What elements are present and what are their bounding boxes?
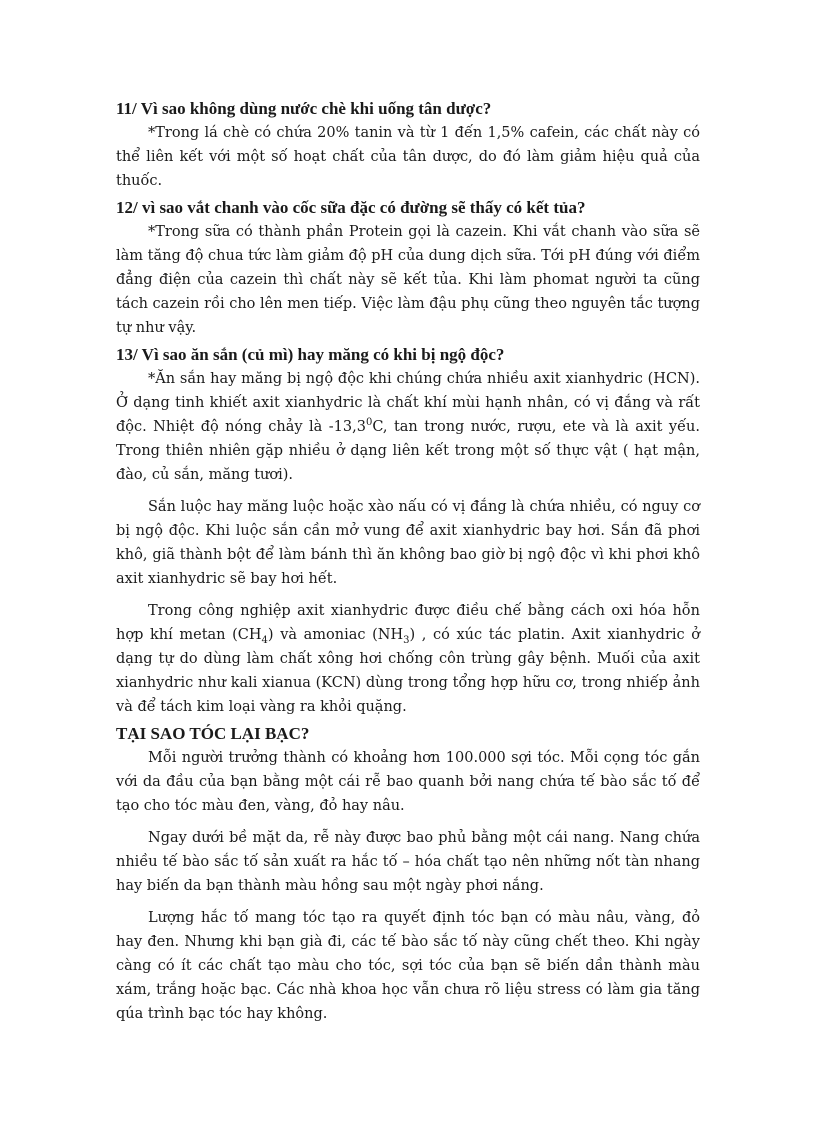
question-13-heading: 13/ Vì sao ăn sắn (củ mì) hay măng có khi bị ngộ độc? <box>116 345 505 364</box>
hair-paragraph-1: Mỗi người trưởng thành có khoảng hơn 100.000 sợi tóc. Mỗi cọng tóc gắn với da đầu của bạn bằng một cái rễ bao quanh bởi nang chứa tế bào sắc tố để tạo cho tóc màu đen, vàng, đỏ hay nâu. <box>116 750 700 814</box>
hair-paragraph-3: Lượng hắc tố mang tóc tạo ra quyết định tóc bạn có màu nâu, vàng, đỏ hay đen. Nhưng khi bạn già đi, các tế bào sắc tố này cũng chết theo. Khi ngày càng có ít các chất tạo màu cho tóc, sợi tóc của bạn sẽ biến dần thành màu xám, trắng hoặc bạc. Các nhà khoa học vẫn chưa rõ liệu stress có làm gia tăng qúa trình bạc tóc hay không. <box>116 910 700 1022</box>
question-11-heading: 11/ Vì sao không dùng nước chè khi uống tân dược? <box>116 99 492 118</box>
document-page <box>116 96 700 1026</box>
question-13-paragraph-3: Trong công nghiệp axit xianhydric được điều chế bằng cách oxi hóa hỗn hợp khí metan $(CH_4)$ và amoniac $(NH_3)$ , có xúc tác platin. Axit xianhydric ở dạng tự do dùng làm chất xông hơi chống côn trùng gây bệnh. Muối của axit xianhydric như kali xianua (KCN) dùng trong tổng hợp hữu cơ, trong nhiếp ảnh và để tách kim loại vàng ra khỏi quặng. <box>116 603 700 715</box>
question-13-paragraph-1: *Ăn sắn hay măng bị ngộ độc khi chúng chứa nhiều axit xianhydric (HCN). Ở dạng tinh khiết axit xianhydric là chất khí mùi hạnh nhân, có vị đắng và rất độc. Nhiệt độ nóng chảy là -13,3$^0$C, tan trong nước, rượu, ete và là axit yếu. Trong thiên nhiên gặp nhiều ở dạng liên kết trong một số thực vật ( hạt mận, đào, củ sắn, măng tươi). <box>116 371 700 483</box>
hair-paragraph-2: Ngay dưới bề mặt da, rễ này được bao phủ bằng một cái nang. Nang chứa nhiều tế bào sắc tố sản xuất ra hắc tố – hóa chất tạo nên những nốt tàn nhang hay biến da bạn thành màu hồng sau một ngày phơi nắng. <box>116 830 700 894</box>
question-13-paragraph-2: Sắn luộc hay măng luộc hoặc xào nấu có vị đắng là chứa nhiều, có nguy cơ bị ngộ độc. Khi luộc sắn cần mở vung để axit xianhydric bay hơi. Sắn đã phơi khô, giã thành bột để làm bánh thì ăn không bao giờ bị ngộ độc vì khi phơi khô axit xianhydric sẽ bay hơi hết. <box>116 499 700 587</box>
hair-section-heading: TẠI SAO TÓC LẠI BẠC? <box>116 724 310 743</box>
question-11-answer: *Trong lá chè có chứa 20% tanin và từ 1 đến 1,5% cafein, các chất này có thể liên kết với một số hoạt chất của tân dược, do đó làm giảm hiệu quả của thuốc. <box>116 125 700 189</box>
question-12-answer: *Trong sữa có thành phần Protein gọi là cazein. Khi vắt chanh vào sữa sẽ làm tăng độ chua tức làm giảm độ pH của dung dịch sữa. Tới pH đúng với điểm đẳng điện của cazein thì chất này sẽ kết tủa. Khi làm phomat người ta cũng tách cazein rồi cho lên men tiếp. Việc làm đậu phụ cũng theo nguyên tắc tượng tự như vậy. <box>116 224 700 336</box>
question-12-heading: 12/ vì sao vắt chanh vào cốc sữa đặc có đường sẽ thấy có kết tủa? <box>116 198 586 217</box>
